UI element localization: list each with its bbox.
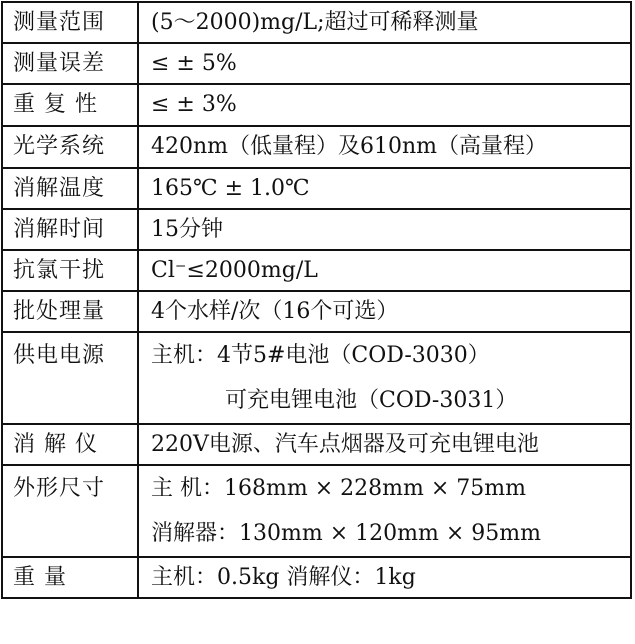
row-value: ≤ ± 3%: [138, 84, 631, 126]
row-value: [138, 332, 631, 424]
row-value: 220V电源、汽车点烟器及可充电锂电池: [138, 424, 631, 465]
row-label: 测量范围: [2, 2, 138, 43]
row-value: Cl⁻≤2000mg/L: [138, 250, 631, 291]
row-value: 165℃ ± 1.0℃: [138, 168, 631, 209]
table-row: [2, 250, 631, 291]
row-label: 供电电源: [2, 332, 138, 424]
table-row: [2, 332, 631, 424]
row-label: 批处理量: [2, 291, 138, 332]
table-row: [2, 168, 631, 209]
table-row: [2, 84, 631, 126]
value-line: 消解器：130mm × 120mm × 95mm: [151, 520, 541, 546]
row-label: 消解时间: [2, 209, 138, 250]
row-value: (5～2000)mg/L;超过可稀释测量: [138, 2, 631, 43]
table-row: [2, 126, 631, 168]
row-label: 测量误差: [2, 43, 138, 84]
row-value: [138, 465, 631, 557]
row-value: 420nm（低量程）及610nm（高量程）: [138, 126, 631, 168]
row-label: 重 量: [2, 557, 138, 598]
row-label: 重 复 性: [2, 84, 138, 126]
value-line: 主机：4节5#电池（COD-3030）: [151, 342, 490, 368]
table-row: [2, 291, 631, 332]
row-label: 光学系统: [2, 126, 138, 168]
table-row: [2, 209, 631, 250]
table-row: [2, 557, 631, 598]
value-line: 可充电锂电池（COD-3031）: [225, 387, 518, 413]
row-value: 15分钟: [138, 209, 631, 250]
table-row: [2, 43, 631, 84]
row-label: 消解温度: [2, 168, 138, 209]
table-row: [2, 465, 631, 557]
spec-table: [1, 1, 632, 599]
value-line: 主 机：168mm × 228mm × 75mm: [151, 475, 526, 501]
table-row: [2, 2, 631, 43]
row-value: ≤ ± 5%: [138, 43, 631, 84]
row-label: 抗氯干扰: [2, 250, 138, 291]
row-label: 外形尺寸: [2, 465, 138, 557]
row-label: 消 解 仪: [2, 424, 138, 465]
table-row: [2, 424, 631, 465]
row-value: 主机：0.5kg 消解仪：1kg: [138, 557, 631, 598]
row-value: 4个水样/次（16个可选）: [138, 291, 631, 332]
